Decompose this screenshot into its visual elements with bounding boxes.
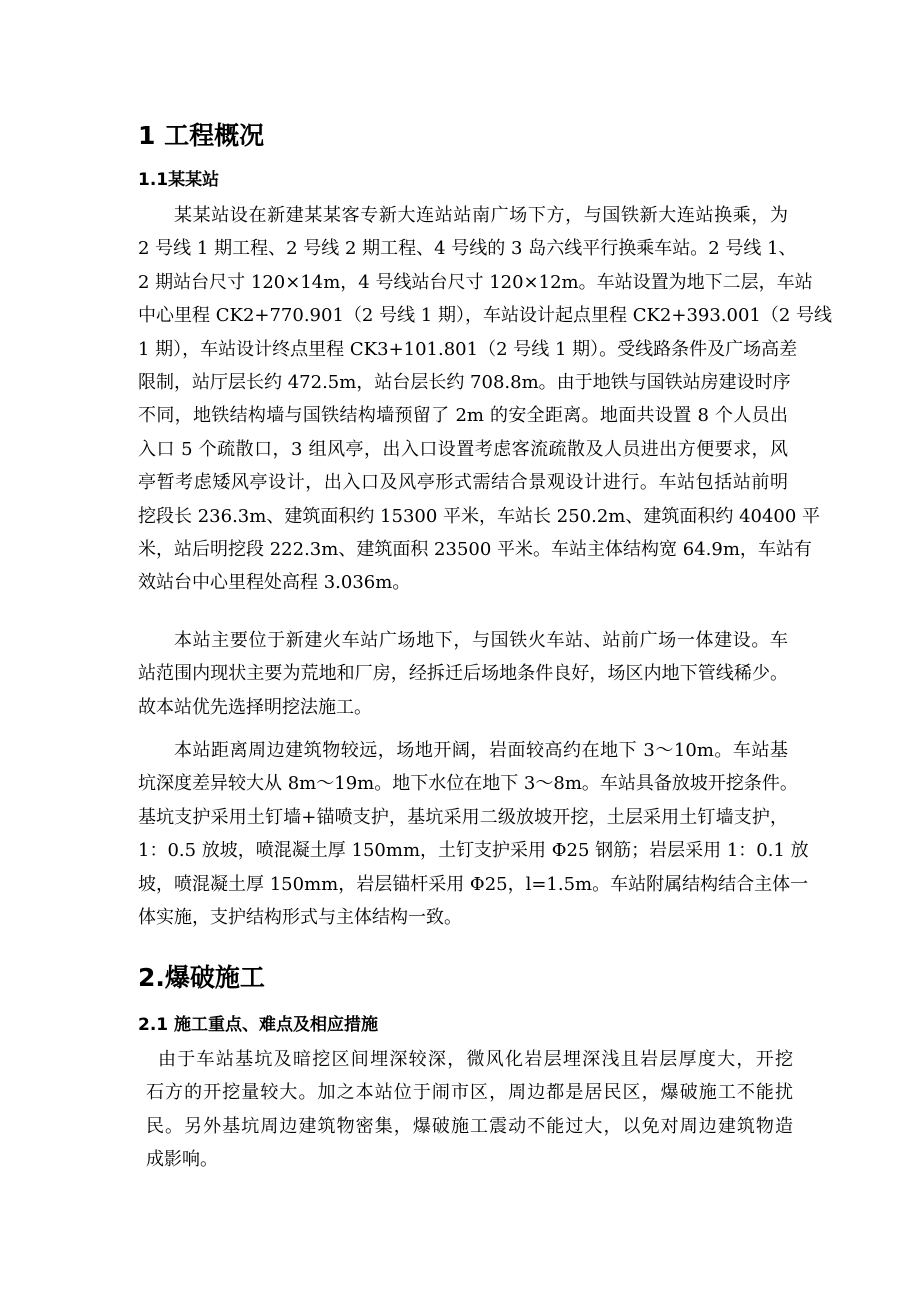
text-line: 民。另外基坑周边建筑物密集，爆破施工震动不能过大，以免对周边建筑物造 (146, 1115, 793, 1137)
section-heading-2: 2.爆破施工 (138, 963, 265, 992)
text-line: 1 期），车站设计终点里程 CK3+101.801（2 号线 1 期）。受线路条件及广场高差 (138, 338, 798, 360)
text-line: 体实施，支护结构形式与主体结构一致。 (138, 906, 462, 928)
paragraph-station-overview (138, 199, 833, 600)
paragraph-support-scheme (138, 734, 809, 934)
text-line: 站范围内现状主要为荒地和厂房，经拆迁后场地条件良好，场区内地下管线稀少。 (138, 663, 788, 685)
text-line: 不同，地铁结构墙与国铁结构墙预留了 2m 的安全距离。地面共设置 8 个人员出 (138, 405, 788, 427)
paragraph-blasting-difficulties (138, 1043, 793, 1177)
text-line: 成影响。 (146, 1149, 218, 1171)
text-line: 入口 5 个疏散口，3 组风亭，出入口设置考虑客流疏散及人员进出方便要求，风 (138, 438, 788, 460)
subsection-heading-2-1: 2.1 施工重点、难点及相应措施 (138, 1015, 379, 1035)
text-line: 本站主要位于新建火车站广场地下，与国铁火车站、站前广场一体建设。车 (174, 630, 788, 651)
text-line: 亭暂考虑矮风亭设计，出入口及风亭形式需结合景观设计进行。车站包括站前明 (138, 472, 788, 494)
text-line: 限制，站厅层长约 472.5m，站台层长约 708.8m。由于地铁与国铁站房建设时序 (138, 371, 791, 393)
subsection-heading-1-1: 1.1某某站 (138, 170, 220, 190)
text-line: 米，站后明挖段 222.3m、建筑面积 23500 平米。车站主体结构宽 64.9m，车站有 (138, 538, 812, 560)
section-heading-1: 1 工程概况 (138, 121, 265, 150)
text-line: 由于车站基坑及暗挖区间埋深较深，微风化岩层埋深浅且岩层厚度大，开挖 (158, 1049, 793, 1070)
text-line: 石方的开挖量较大。加之本站位于闹市区，周边都是居民区，爆破施工不能扰 (146, 1082, 793, 1104)
text-line: 基坑支护采用土钉墙+锚喷支护，基坑采用二级放坡开挖，土层采用土钉墙支护， (138, 806, 788, 828)
text-line: 1：0.5 放坡，喷混凝土厚 150mm，土钉支护采用 Φ25 钢筋；岩层采用 1：0.1 放 (138, 840, 809, 862)
text-line: 效站台中心里程处高程 3.036m。 (138, 572, 411, 594)
text-line: 坑深度差异较大从 8m～19m。地下水位在地下 3～8m。车站具备放坡开挖条件。 (138, 773, 798, 795)
text-line: 坡，喷混凝土厚 150mm，岩层锚杆采用 Φ25，l=1.5m。车站附属结构结合主体一 (138, 873, 809, 895)
paragraph-construction-method (138, 624, 788, 724)
text-line: 本站距离周边建筑物较远，场地开阔，岩面较高约在地下 3～10m。车站基 (174, 740, 788, 761)
text-line: 中心里程 CK2+770.901（2 号线 1 期），车站设计起点里程 CK2+393.001（2 号线 (138, 305, 833, 327)
text-line: 2 期站台尺寸 120×14m，4 号线站台尺寸 120×12m。车站设置为地下二层，车站 (138, 271, 813, 293)
text-line: 故本站优先选择明挖法施工。 (138, 696, 372, 718)
text-line: 某某站设在新建某某客专新大连站站南广场下方，与国铁新大连站换乘，为 (174, 205, 788, 226)
text-line: 挖段长 236.3m、建筑面积约 15300 平米，车站长 250.2m、建筑面积约 40400 平 (138, 505, 821, 527)
text-line: 2 号线 1 期工程、2 号线 2 期工程、4 号线的 3 岛六线平行换乘车站。2 号线 1、 (138, 238, 797, 260)
